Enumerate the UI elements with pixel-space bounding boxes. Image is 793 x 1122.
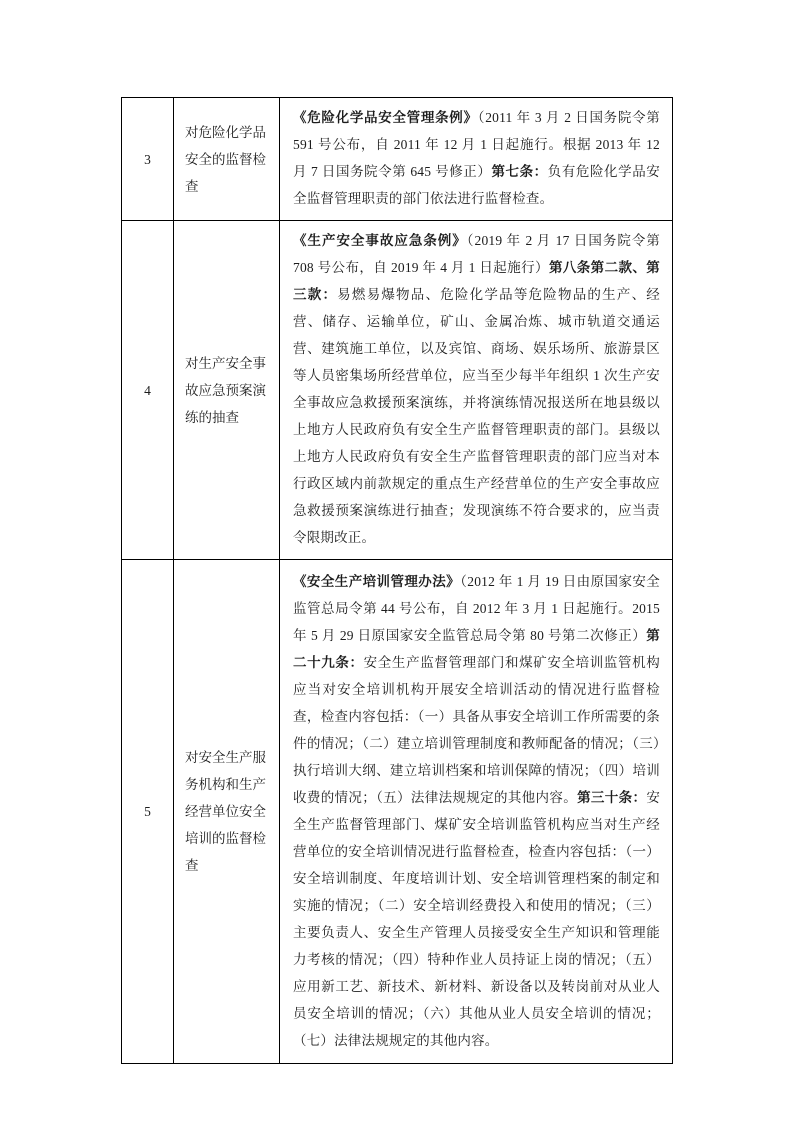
inspection-item: 对生产安全事故应急预案演练的抽查 (174, 221, 280, 560)
law-text: （2011 年 3 月 2 日国务院令第 591 号公布，自 2011 年 12 月 1 日起施行。根据 2013 年 12 月 7 日国务院令第 645 号修正） (293, 110, 660, 179)
regulations-table (121, 97, 673, 1064)
law-text: 安全生产监督管理部门和煤矿安全培训监管机构应当对安全培训机构开展安全培训活动的情况进行监督检查，检查内容包括：（一）具备从事安全培训工作所需要的条件的情况；（二）建立培训管理制度和教师配备的情况；（三）执行培训大纲、建立培训档案和培训保障的情况；（四）培训收费的情况；（五）法律法规规定的其他内容。 (293, 654, 661, 805)
law-title: 《生产安全事故应急条例》 (293, 233, 467, 248)
law-text: （2019 年 2 月 17 日国务院令第 708 号公布，自 2019 年 4 月 1 日起施行） (293, 233, 661, 275)
row-number: 4 (122, 221, 174, 560)
article-label: 第七条： (491, 164, 548, 179)
law-text: 负有危险化学品安全监督管理职责的部门依法进行监督检查。 (293, 164, 660, 206)
inspection-item: 对安全生产服务机构和生产经营单位安全培训的监督检查 (174, 560, 280, 1064)
table-row (122, 98, 673, 221)
article-label: 第二十九条： (293, 627, 660, 670)
row-number: 3 (122, 98, 174, 221)
table-row (122, 221, 673, 560)
legal-basis (280, 560, 673, 1064)
article-label: 第八条第二款、第三款： (293, 260, 660, 302)
table-row (122, 560, 673, 1064)
legal-basis (280, 98, 673, 221)
legal-basis (280, 221, 673, 560)
row-number: 5 (122, 560, 174, 1064)
article-label: 第三十条： (577, 789, 647, 805)
law-title: 《危险化学品安全管理条例》 (293, 110, 478, 125)
inspection-item: 对危险化学品安全的监督检查 (174, 98, 280, 221)
law-text: （2012 年 1 月 19 日由原国家安全监管总局令第 44 号公布，自 2012 年 3 月 1 日起施行。2015 年 5 月 29 日原国家安全监管总局令第 80 号第二次修正） (293, 573, 660, 643)
law-text: 易燃易爆物品、危险化学品等危险物品的生产、经营、储存、运输单位，矿山、金属冶炼、城市轨道交通运营、建筑施工单位，以及宾馆、商场、娱乐场所、旅游景区等人员密集场所经营单位，应当至少每半年组织 1 次生产安全事故应急救援预案演练，并将演练情况报送所在地县级以上地方人民政府负有安全生产监督管理职责的部门。县级以上地方人民政府负有安全生产监督管理职责的部门应当对本行政区域内前款规定的重点生产经营单位的生产安全事故应急救援预案演练进行抽查；发现演练不符合要求的，应当责令限期改正。 (293, 287, 660, 545)
law-title: 《安全生产培训管理办法》 (293, 573, 461, 589)
law-text: 安全生产监督管理部门、煤矿安全培训监管机构应当对生产经营单位的安全培训情况进行监督检查，检查内容包括：（一）安全培训制度、年度培训计划、安全培训管理档案的制定和实施的情况；（二）安全培训经费投入和使用的情况；（三）主要负责人、安全生产管理人员接受安全生产知识和管理能力考核的情况；（四）特种作业人员持证上岗的情况；（五）应用新工艺、新技术、新材料、新设备以及转岗前对从业人员安全培训的情况；（六）其他从业人员安全培训的情况；（七）法律法规规定的其他内容。 (293, 789, 661, 1048)
